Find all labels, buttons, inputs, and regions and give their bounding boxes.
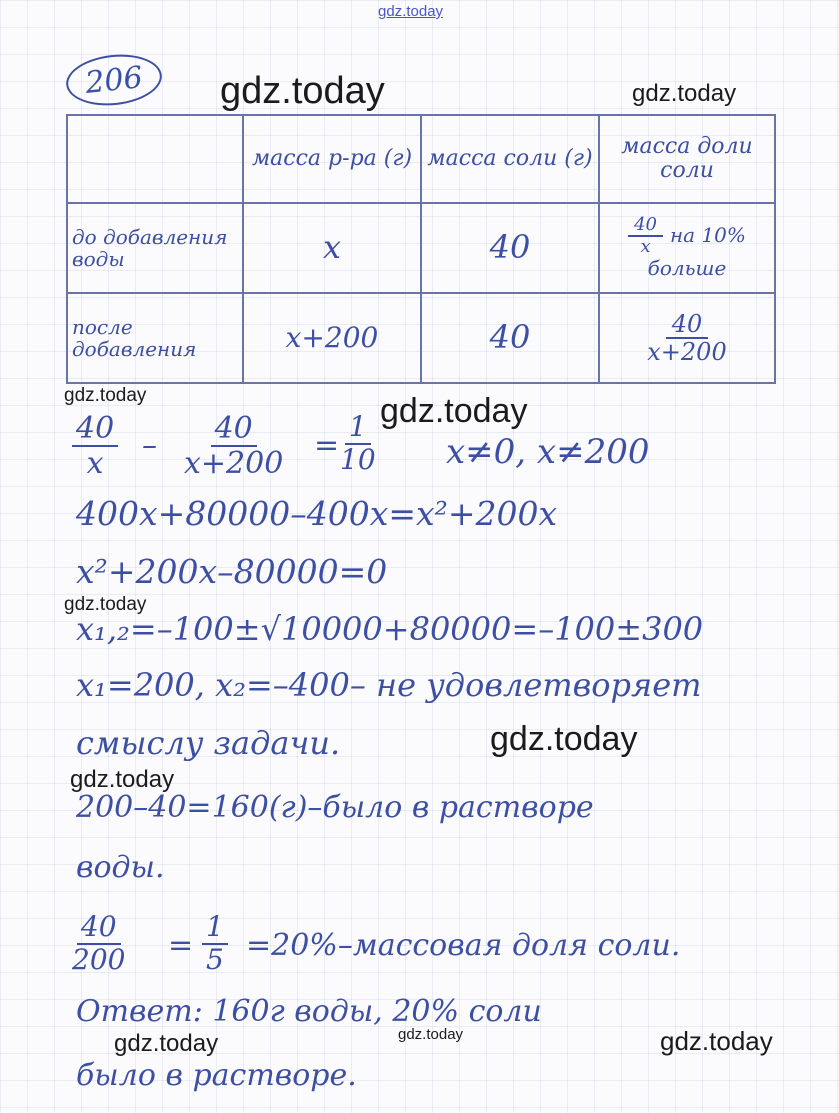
salt-fraction-cell xyxy=(599,203,775,293)
solution-line: 200–40=160(г)–было в растворе xyxy=(76,790,594,825)
fraction-note: на 10% больше xyxy=(647,222,746,280)
table-header-row xyxy=(67,115,775,203)
fraction: $\frac{40}{x+200}$ xyxy=(184,411,284,481)
watermark-top: gdz.today xyxy=(378,3,444,20)
equals-sign: = xyxy=(314,428,340,463)
table-row xyxy=(67,203,775,293)
watermark: gdz.today xyxy=(70,766,175,793)
solution-mass-cell: x xyxy=(243,203,421,293)
fraction: $\frac{1}{5}$ xyxy=(202,912,228,976)
answer-line: было в растворе. xyxy=(76,1058,357,1093)
row-label: после добавления xyxy=(67,293,243,383)
watermark: gdz.today xyxy=(490,720,638,758)
table-header-cell: массa доли соли xyxy=(599,115,775,203)
watermark: gdz.today xyxy=(632,80,737,107)
minus-sign: – xyxy=(142,428,157,463)
solution-mass-cell: x+200 xyxy=(243,293,421,383)
solution-line: смыслу задачи. xyxy=(76,724,341,762)
domain-condition: x≠0, x≠200 xyxy=(446,432,650,472)
problem-number: 206 xyxy=(64,50,165,110)
salt-mass-cell: 40 xyxy=(421,293,599,383)
table-header-cell xyxy=(67,115,243,203)
solution-line: x₁,₂=–100±√10000+80000=–100±300 xyxy=(76,610,704,648)
solution-line: 400x+80000–400x=x²+200x xyxy=(76,494,558,533)
watermark: gdz.today xyxy=(64,385,147,406)
solution-line: воды. xyxy=(76,850,165,885)
fraction: $\frac{40}{x}$ xyxy=(628,215,663,257)
data-table xyxy=(66,114,776,384)
fraction: $\frac{40}{x+200}$ xyxy=(647,309,727,366)
solution-line: =20%–массовая доля соли. xyxy=(246,928,681,963)
salt-fraction-cell xyxy=(599,293,775,383)
fraction: $\frac{40}{200}$ xyxy=(72,910,126,976)
row-label: до добавления воды xyxy=(67,203,243,293)
watermark: gdz.today xyxy=(64,594,147,615)
fraction: $\frac{1}{10}$ xyxy=(340,410,376,476)
table-header-cell: масса р-ра (г) xyxy=(243,115,421,203)
fraction: $\frac{40}{x}$ xyxy=(72,412,118,480)
equals-sign: = xyxy=(168,928,194,963)
solution-line: x²+200x–80000=0 xyxy=(76,552,388,591)
table-header-cell: масса соли (г) xyxy=(421,115,599,203)
watermark: gdz.today xyxy=(380,392,528,430)
watermark: gdz.today xyxy=(660,1026,773,1056)
solution-line: x₁=200, x₂=–400– не удовлетворяет xyxy=(76,666,702,704)
watermark: gdz.today xyxy=(220,70,385,112)
answer-line: Ответ: 160г воды, 20% соли xyxy=(76,994,542,1029)
watermark: gdz.today xyxy=(398,1026,464,1043)
table-row xyxy=(67,293,775,383)
watermark: gdz.today xyxy=(114,1030,219,1057)
salt-mass-cell: 40 xyxy=(421,203,599,293)
